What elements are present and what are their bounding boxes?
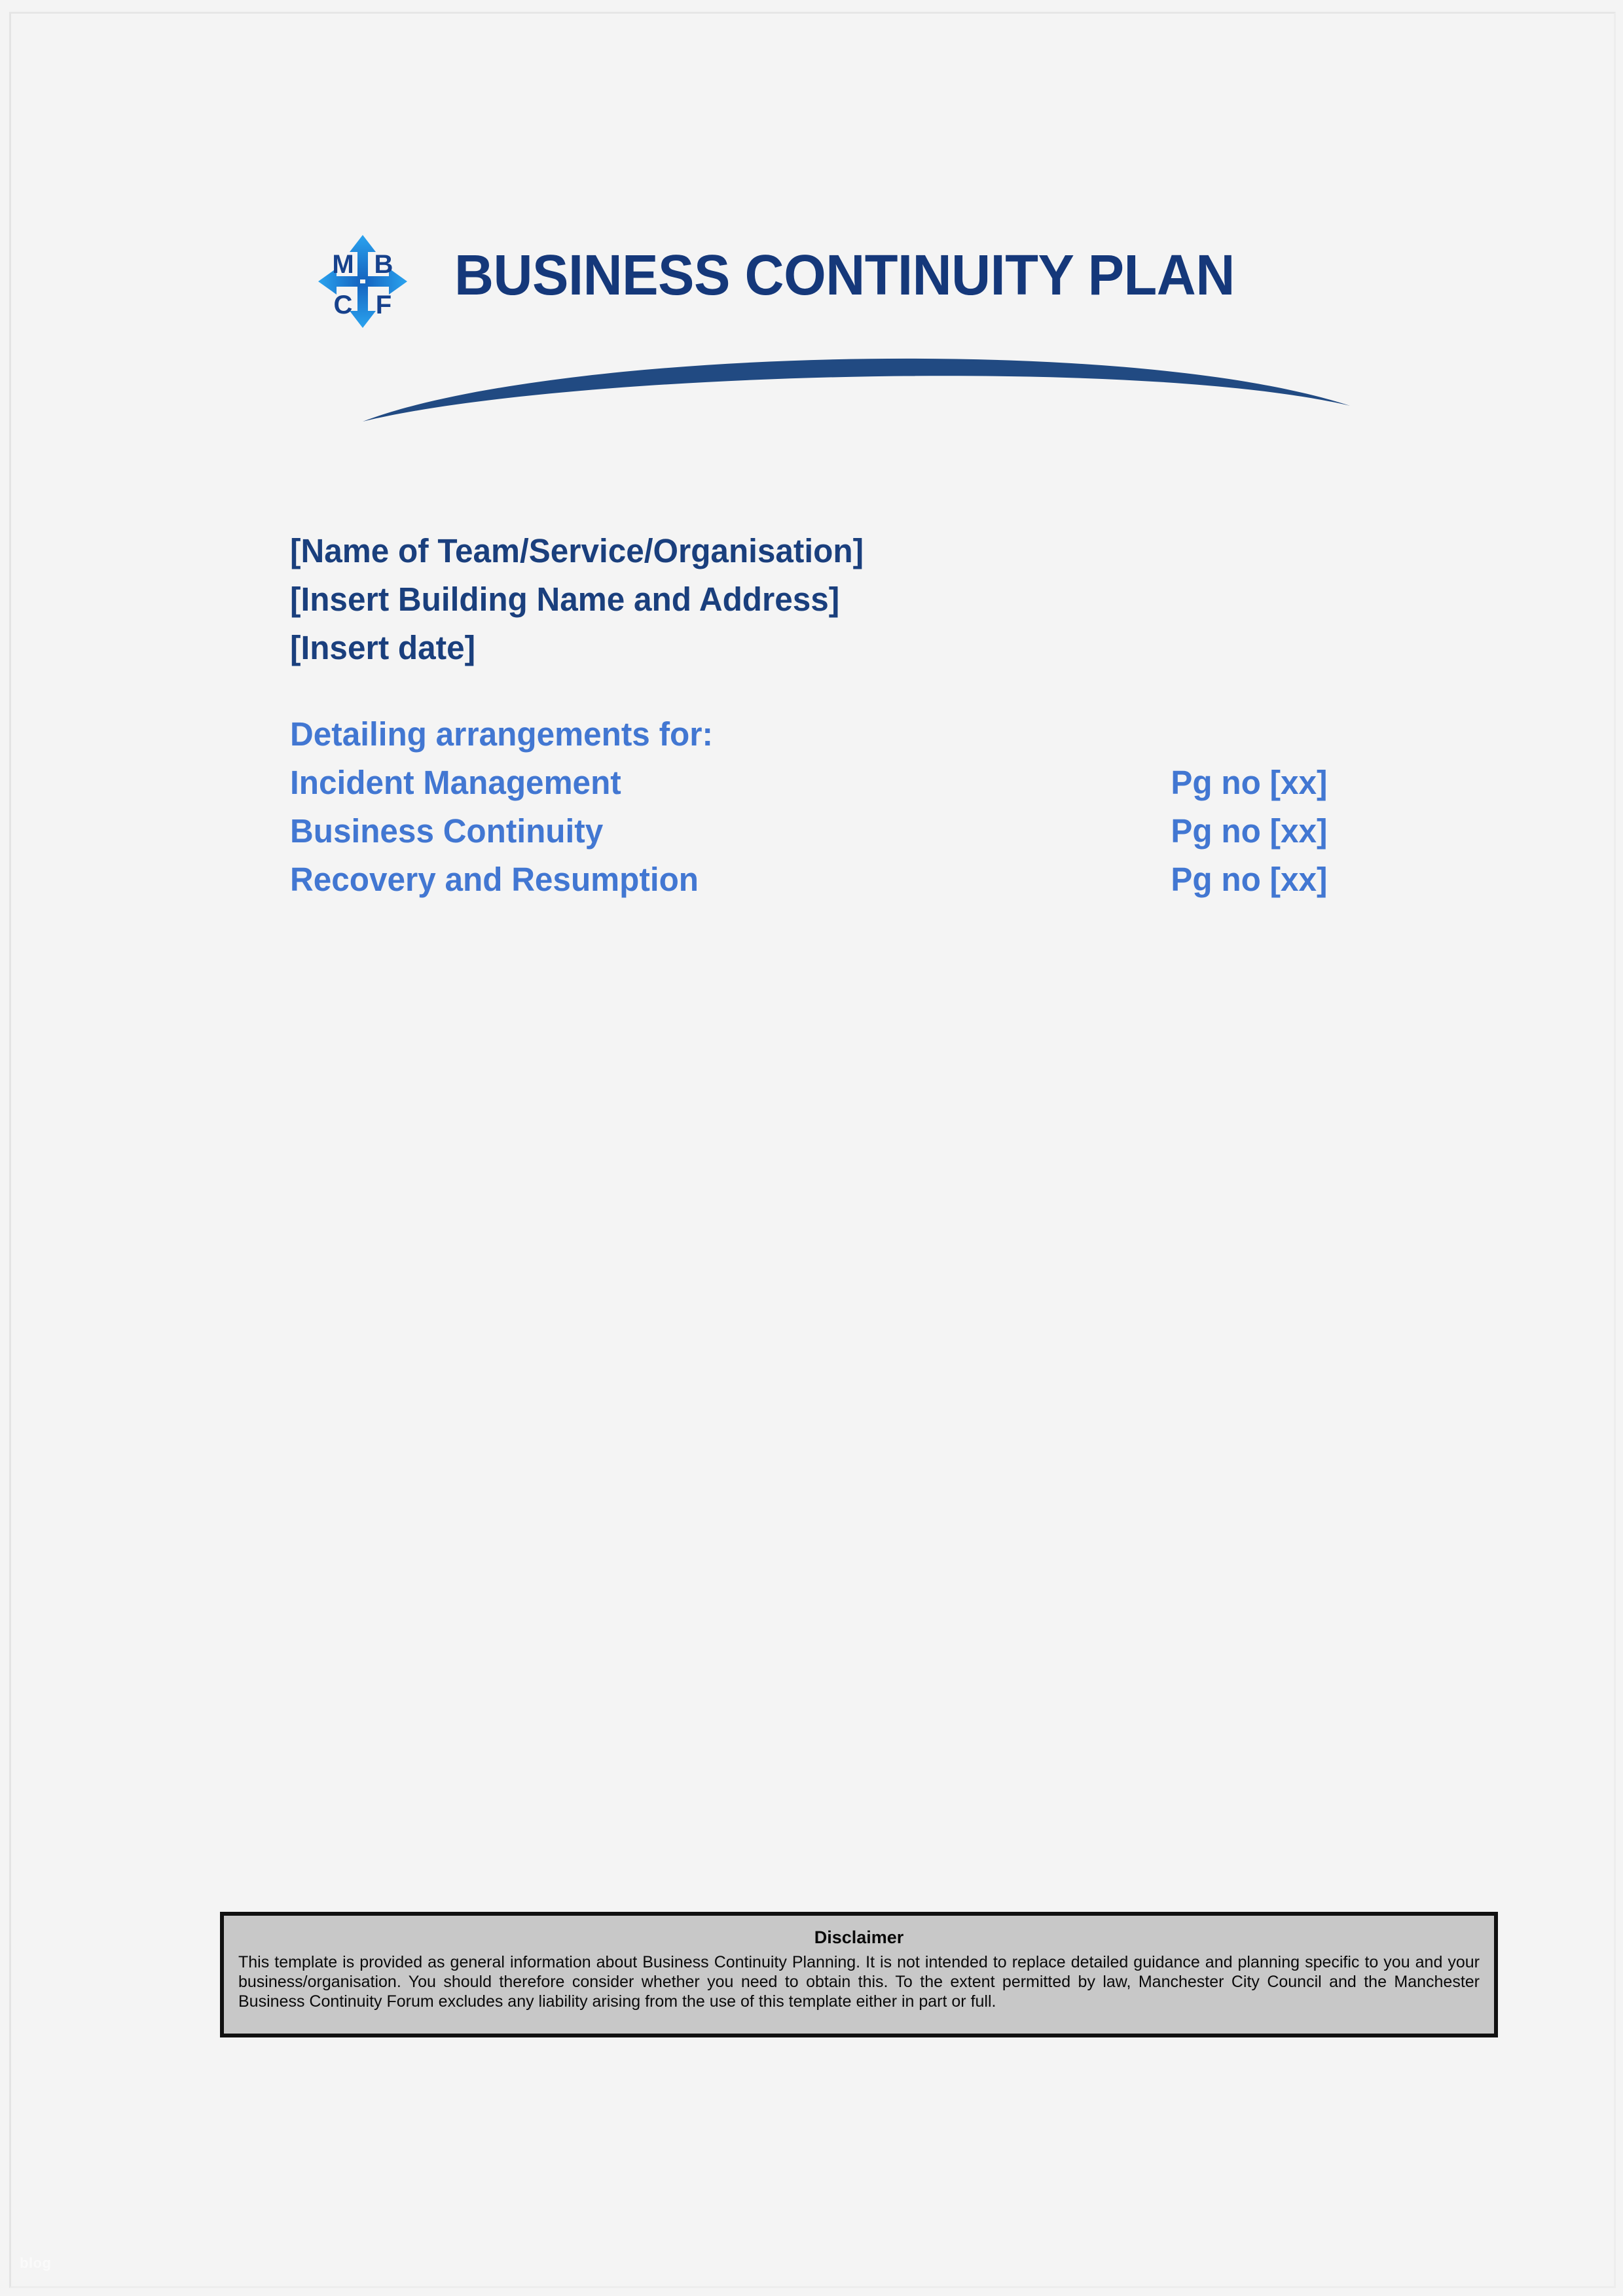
- logo-letter-b: B: [374, 250, 393, 279]
- page-title: BUSINESS CONTINUITY PLAN: [454, 243, 1235, 307]
- arrangement-row-business-continuity: [290, 807, 1328, 855]
- placeholder-block: [290, 527, 1403, 672]
- arrangement-row-incident-management: [290, 759, 1328, 807]
- logo-letter-c: C: [333, 291, 353, 319]
- logo-letter-f: F: [375, 291, 392, 319]
- arrangement-label: Business Continuity: [290, 812, 604, 850]
- arrangement-row-recovery-and-resumption: [290, 855, 1328, 904]
- arrangement-page-number: Pg no [xx]: [1171, 812, 1328, 850]
- corner-watermark: blog: [20, 2255, 52, 2271]
- placeholder-date: [Insert date]: [290, 629, 476, 666]
- disclaimer-paragraph: This template is provided as general information about Business Continuity Planning. It is not intended to replace detailed guidance and planning specific to you and your business/organisation. You should therefore consider whether you need to obtain this. To the extent permitted by law, Manchester City Council and the Manchester Business Continuity Forum excludes any liability arising from the use of this template either in part or full.: [238, 1953, 1480, 2011]
- logo-arrow-down-icon: [350, 283, 376, 328]
- arrangements-heading: Detailing arrangements for:: [290, 715, 713, 753]
- arrangement-page-number: Pg no [xx]: [1171, 764, 1328, 801]
- disclaimer-title: Disclaimer: [814, 1928, 904, 1947]
- disclaimer-box: [220, 1912, 1498, 2037]
- decorative-swoosh: [359, 322, 1354, 427]
- arrangements-block: [290, 710, 1328, 904]
- placeholder-address: [Insert Building Name and Address]: [290, 581, 840, 618]
- swoosh-shape-icon: [363, 359, 1350, 422]
- disclaimer-body: [238, 1952, 1480, 2011]
- arrangement-page-number: Pg no [xx]: [1171, 861, 1328, 898]
- logo-letter-m: M: [332, 250, 354, 279]
- arrangement-label: Incident Management: [290, 764, 621, 801]
- mbcf-logo: [317, 232, 409, 331]
- arrangement-label: Recovery and Resumption: [290, 861, 699, 898]
- placeholder-organisation: [Name of Team/Service/Organisation]: [290, 532, 864, 569]
